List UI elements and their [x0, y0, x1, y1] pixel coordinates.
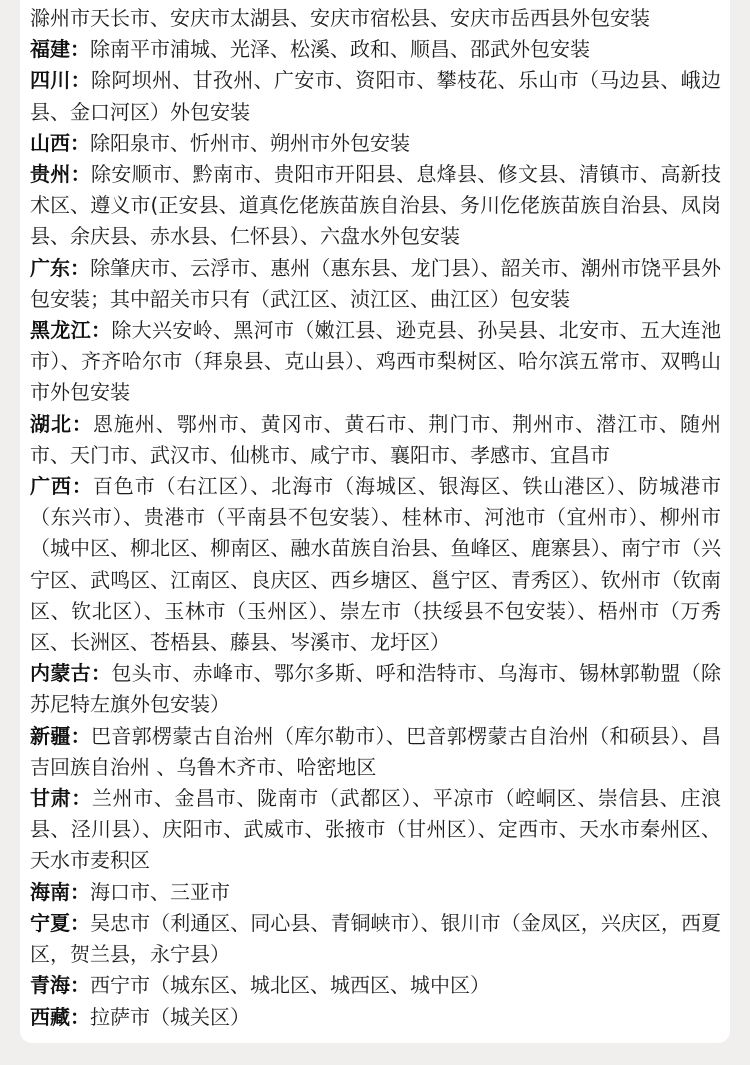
region-areas-text: 除阳泉市、忻州市、朔州市外包安装	[90, 130, 410, 155]
region-entry	[30, 908, 721, 970]
region-entry	[30, 658, 721, 720]
region-name: 甘肃：	[30, 786, 92, 811]
region-areas-text: 恩施州、鄂州市、黄冈市、黄石市、荆门市、荆州市、潜江市、随州市、天门市、武汉市、仙桃市、咸宁市、襄阳市、孝感市、宜昌市	[30, 411, 721, 467]
region-name: 山西：	[30, 130, 90, 155]
region-entry	[30, 159, 721, 253]
region-areas-text: 除阿坝州、甘孜州、广安市、资阳市、攀枝花、乐山市（马边县、峨边县、金口河区）外包安装	[30, 68, 721, 124]
region-entry	[30, 65, 721, 127]
region-name: 新疆：	[30, 723, 91, 748]
region-areas-text: 除南平市浦城、光泽、松溪、政和、顺昌、邵武外包安装	[90, 37, 590, 62]
region-entry	[30, 721, 721, 783]
region-areas-text: 拉萨市（城关区）	[90, 1004, 250, 1029]
region-entry	[30, 970, 721, 1001]
region-areas-text: 百色市（右江区）、北海市（海城区、银海区、铁山港区）、防城港市（东兴市）、贵港市（平南县不包安装）、桂林市、河池市（宜州市）、柳州市（城中区、柳北区、柳南区、融水苗族自治县、鱼峰区、鹿寨县）、南宁市（兴宁区、武鸣区、江南区、良庆区、西乡塘区、邕宁区、青秀区）、钦州市（钦南区、钦北区）、玉林市（玉州区）、崇左市（扶绥县不包安装）、梧州市（万秀区、长洲区、苍梧县、藤县、岑溪市、龙圩区）	[30, 474, 722, 655]
region-entry	[30, 877, 721, 908]
region-entry	[30, 315, 721, 409]
region-name: 西藏：	[30, 1004, 90, 1029]
region-name: 海南：	[30, 879, 90, 904]
region-name: 福建：	[30, 37, 90, 62]
region-areas-text: 西宁市（城东区、城北区、城西区、城中区）	[90, 973, 490, 998]
region-name: 内蒙古：	[30, 661, 112, 686]
region-entry	[30, 253, 721, 315]
installation-area-list	[20, 0, 730, 1043]
region-entry	[30, 471, 721, 658]
region-name: 四川：	[30, 68, 91, 93]
region-entry	[30, 128, 721, 159]
region-name: 广东：	[30, 255, 91, 280]
region-name: 黑龙江：	[30, 318, 112, 343]
region-entry	[30, 409, 721, 471]
region-areas-text: 兰州市、金昌市、陇南市（武都区）、平凉市（崆峒区、崇信县、庄浪县、泾川县）、庆阳市、武威市、张掖市（甘州区）、定西市、天水市秦州区、天水市麦积区	[30, 786, 722, 873]
region-entry	[30, 1002, 721, 1033]
region-entry	[30, 3, 721, 34]
region-name: 广西：	[30, 474, 93, 499]
region-areas-text: 滁州市天长市、安庆市太湖县、安庆市宿松县、安庆市岳西县外包安装	[30, 6, 650, 30]
region-areas-text: 海口市、三亚市	[90, 879, 230, 904]
region-entry	[30, 783, 721, 877]
region-name: 宁夏：	[30, 910, 91, 935]
region-name: 湖北：	[30, 411, 93, 436]
region-areas-text: 除大兴安岭、黑河市（嫩江县、逊克县、孙吴县、北安市、五大连池市）、齐齐哈尔市（拜泉县、克山县）、鸡西市梨树区、哈尔滨五常市、双鸭山市外包安装	[30, 318, 722, 405]
region-areas-text: 除肇庆市、云浮市、惠州（惠东县、龙门县）、韶关市、潮州市饶平县外包安装；其中韶关市只有（武江区、浈江区、曲江区）包安装	[30, 255, 722, 311]
region-name: 青海：	[30, 973, 90, 998]
region-areas-text: 吴忠市（利通区、同心县、青铜峡市）、银川市（金凤区，兴庆区，西夏区，贺兰县，永宁县）	[30, 910, 722, 967]
region-areas-text: 除安顺市、黔南市、贵阳市开阳县、息烽县、修文县、清镇市、高新技术区、遵义市(正安县、道真仡佬族苗族自治县、务川仡佬族苗族自治县、凤岗县、余庆县、赤水县、仁怀县）、六盘水外包安装	[30, 162, 721, 249]
region-areas-text: 巴音郭楞蒙古自治州（库尔勒市）、巴音郭楞蒙古自治州（和硕县）、昌吉回族自治州 、乌鲁木齐市、哈密地区	[30, 723, 722, 779]
region-entry	[30, 34, 721, 65]
region-name: 贵州：	[30, 162, 91, 187]
region-areas-text: 包头市、赤峰市、鄂尔多斯、呼和浩特市、乌海市、锡林郭勒盟（除苏尼特左旗外包安装）	[30, 661, 722, 717]
